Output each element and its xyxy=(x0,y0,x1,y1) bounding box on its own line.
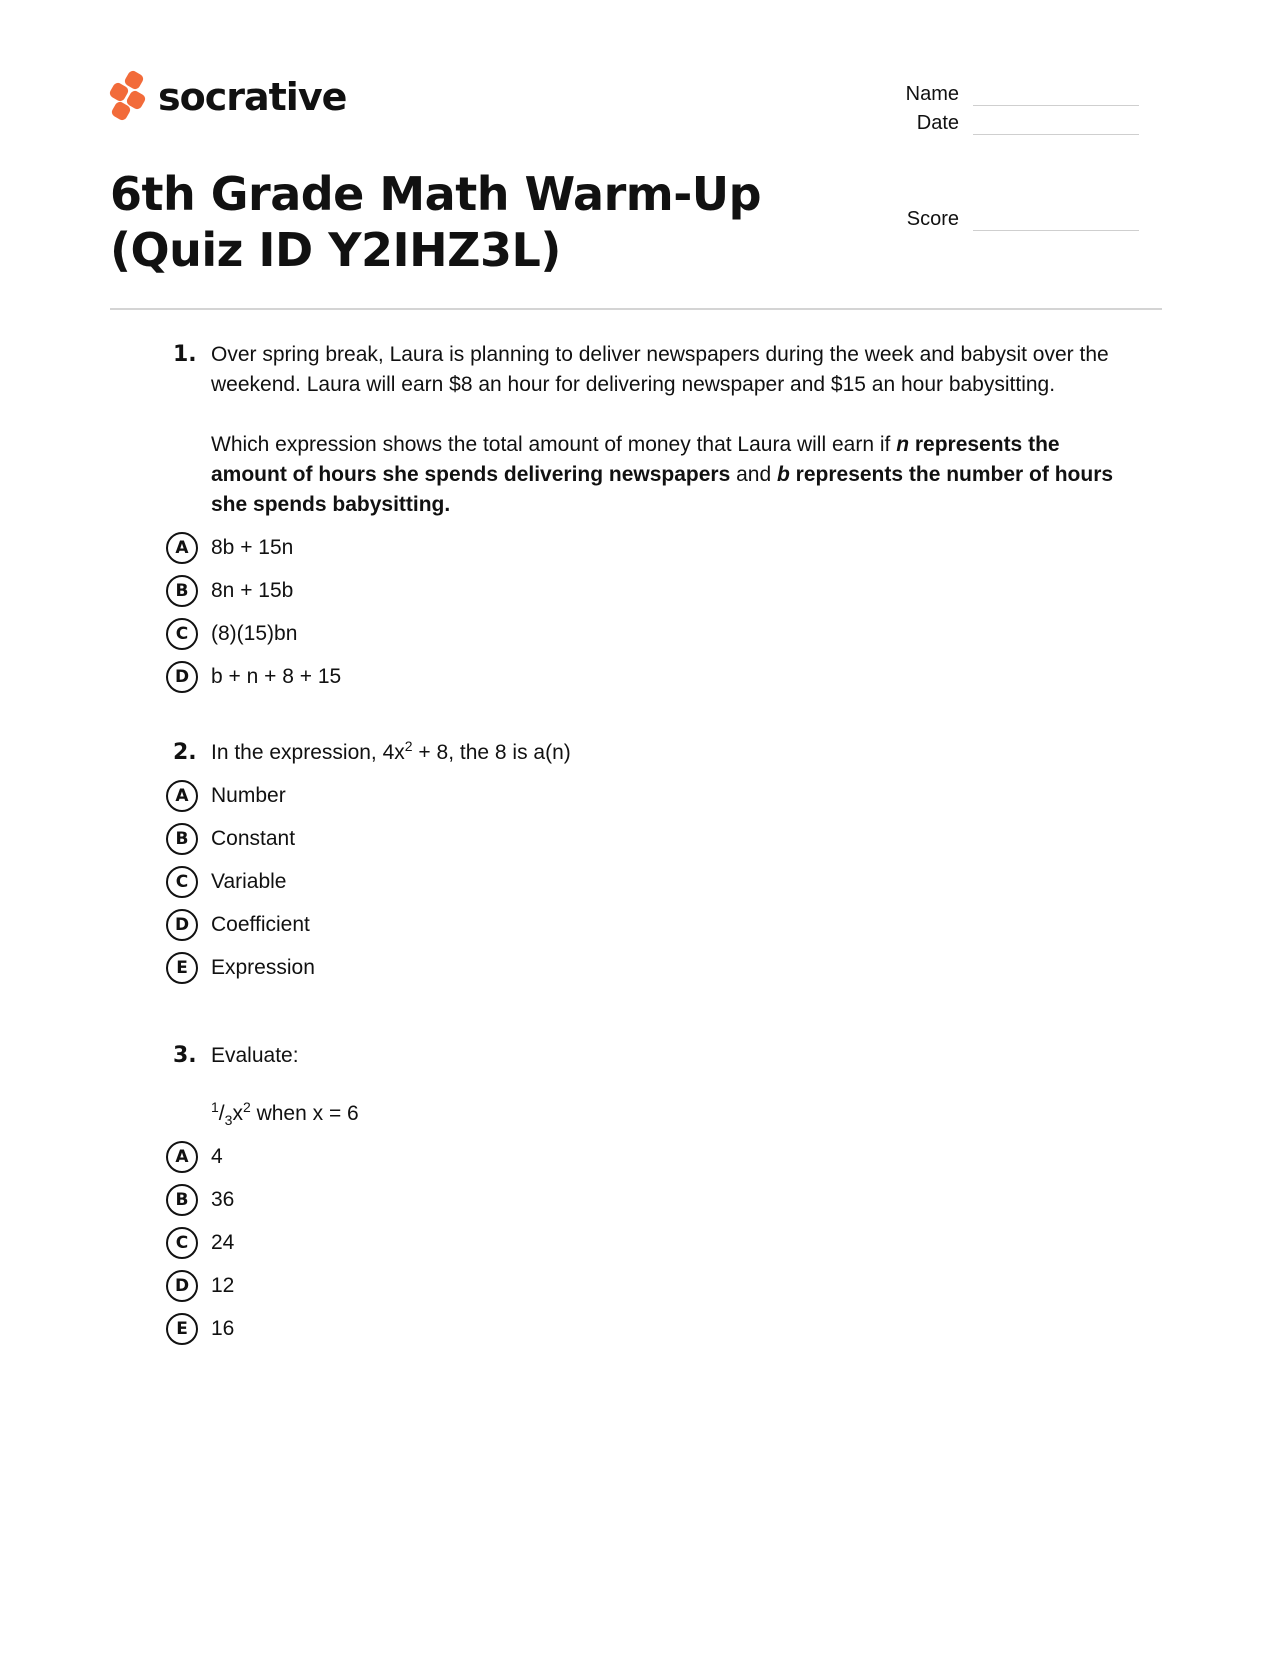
option-bubble[interactable]: A xyxy=(166,532,198,564)
score-blank-line[interactable] xyxy=(973,211,1139,231)
option-bubble[interactable]: E xyxy=(166,1313,198,1345)
header-divider xyxy=(110,308,1162,310)
student-info-fields xyxy=(880,77,1139,231)
name-field xyxy=(880,77,1139,106)
option-d[interactable] xyxy=(166,903,1166,946)
option-text: 16 xyxy=(211,1316,235,1340)
option-bubble[interactable]: C xyxy=(166,618,198,650)
answer-options xyxy=(166,774,1166,989)
option-text: (8)(15)bn xyxy=(211,621,298,645)
option-bubble[interactable]: A xyxy=(166,780,198,812)
name-blank-line[interactable] xyxy=(973,86,1139,106)
option-bubble[interactable]: B xyxy=(166,1184,198,1216)
score-field xyxy=(880,202,1139,231)
math-expression: $^1/_3x^2$ when x = 6 xyxy=(211,1099,359,1129)
question-text: In the expression, $4x^2 + 8$, the 8 is a(n) xyxy=(211,738,571,764)
page-title: 6th Grade Math Warm-Up (Quiz ID Y2IHZ3L) xyxy=(110,167,762,277)
question-prompt: Which expression shows the total amount of money that Laura will earn if n represents the amount of hours she spends delivering newspapers and b represents the number of hours she spends babysitting. xyxy=(211,433,1114,516)
question-2 xyxy=(166,738,1166,989)
option-e[interactable] xyxy=(166,946,1166,989)
option-text: Coefficient xyxy=(211,912,310,936)
option-c[interactable] xyxy=(166,860,1166,903)
brand-name: socrative xyxy=(158,75,347,119)
option-d[interactable] xyxy=(166,655,1166,698)
question-text: Evaluate: $^1/_3x^2$ when x = 6 xyxy=(211,1041,1141,1129)
option-text: b + n + 8 + 15 xyxy=(211,664,342,688)
date-label: Date xyxy=(916,112,959,134)
option-text: 24 xyxy=(211,1230,235,1254)
option-bubble[interactable]: A xyxy=(166,1141,198,1173)
question-number: 2. xyxy=(173,740,197,765)
option-text: Number xyxy=(211,783,286,807)
question-number: 1. xyxy=(173,342,197,367)
answer-options xyxy=(166,1135,1166,1350)
score-label: Score xyxy=(906,208,959,230)
name-label: Name xyxy=(905,83,959,105)
option-b[interactable] xyxy=(166,1178,1166,1221)
option-a[interactable] xyxy=(166,526,1166,569)
hexagon-cluster-icon xyxy=(110,72,150,122)
option-bubble[interactable]: D xyxy=(166,1270,198,1302)
option-bubble[interactable]: D xyxy=(166,661,198,693)
option-b[interactable] xyxy=(166,569,1166,612)
question-paragraph: Over spring break, Laura is planning to deliver newspapers during the week and babysit over the weekend. Laura will earn $8 an hour for delivering newspaper and $15 an hour babysitting. xyxy=(211,343,1109,396)
option-b[interactable] xyxy=(166,817,1166,860)
option-bubble[interactable]: D xyxy=(166,909,198,941)
option-text: Expression xyxy=(211,955,315,979)
answer-options xyxy=(166,526,1166,698)
option-bubble[interactable]: C xyxy=(166,1227,198,1259)
option-text: 8n + 15b xyxy=(211,578,294,602)
option-text: 12 xyxy=(211,1273,235,1297)
date-blank-line[interactable] xyxy=(973,115,1139,135)
option-text: 4 xyxy=(211,1144,223,1168)
option-bubble[interactable]: E xyxy=(166,952,198,984)
option-text: 36 xyxy=(211,1187,235,1211)
option-c[interactable] xyxy=(166,612,1166,655)
socrative-logo xyxy=(110,72,346,122)
option-text: Constant xyxy=(211,826,296,850)
option-d[interactable] xyxy=(166,1264,1166,1307)
option-c[interactable] xyxy=(166,1221,1166,1264)
date-field xyxy=(880,106,1139,135)
option-bubble[interactable]: B xyxy=(166,575,198,607)
question-3 xyxy=(166,1041,1166,1350)
option-bubble[interactable]: B xyxy=(166,823,198,855)
question-1 xyxy=(166,340,1166,698)
option-text: 8b + 15n xyxy=(211,535,294,559)
option-e[interactable] xyxy=(166,1307,1166,1350)
option-a[interactable] xyxy=(166,1135,1166,1178)
option-text: Variable xyxy=(211,869,287,893)
option-bubble[interactable]: C xyxy=(166,866,198,898)
question-number: 3. xyxy=(173,1043,197,1068)
question-text xyxy=(211,340,1141,520)
option-a[interactable] xyxy=(166,774,1166,817)
